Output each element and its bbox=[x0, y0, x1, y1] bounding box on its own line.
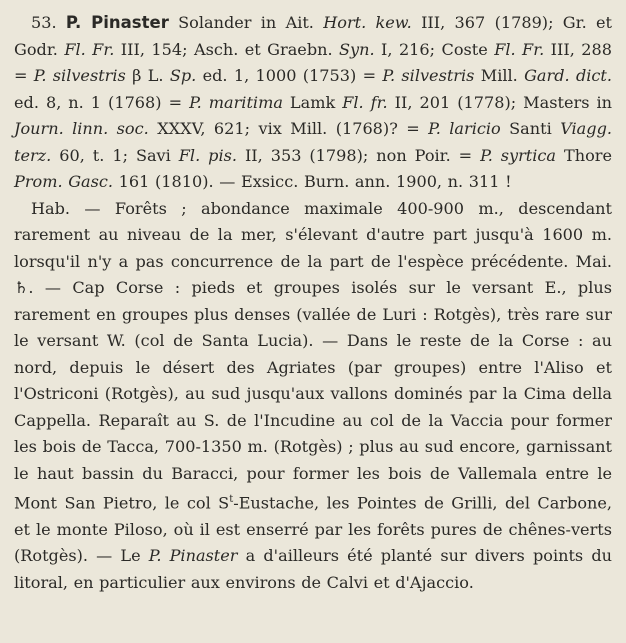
citation-text: III, 154; Asch. et Graebn. bbox=[114, 39, 340, 59]
citation-text: 60, t. 1; Savi bbox=[51, 145, 179, 165]
synonym: P. syrtica bbox=[480, 145, 557, 165]
citation-work: Prom. Gasc. bbox=[14, 172, 114, 191]
citation-text: II, 201 (1778); Masters in bbox=[387, 92, 612, 112]
citation-text: Mill. bbox=[474, 66, 525, 85]
citation-work: Syn. bbox=[339, 39, 375, 59]
citation-text: β L. bbox=[125, 66, 170, 85]
citation-text: III, 367 (1789); Gr. et Godr. bbox=[14, 13, 612, 59]
citation-work: Journ. linn. soc. bbox=[14, 119, 149, 138]
habitat-text: -Eustache, les Pointes de Grilli, del Carbone, et le monte Piloso, où il est enserré par les forêts pures de chênes-verts (Rotgès). — Le bbox=[14, 493, 613, 566]
synonym: P. silvestris bbox=[382, 66, 475, 85]
species-entry bbox=[14, 10, 612, 196]
citation-text: III, 288 = bbox=[14, 39, 612, 85]
superscript: t bbox=[229, 494, 234, 505]
species-name: P. Pinaster bbox=[65, 13, 169, 32]
habitat-text: Hab. — Forêts ; abondance maximale 400-900 m., descendant rarement au niveau de la mer, s'élevant d'autre part jusqu'à 1600 m. lorsqu'il n'y a pas concurrence de la part de l'espèce précédente. Mai. ♄. — Cap Corse : pieds et groupes isolés sur le versant E., plus rarement en groupes plus denses (vallée de Luri : Rotgès), très rare sur le versant W. (col de Santa Lucia). — Dans le reste de la Corse : au nord, depuis le désert des Agriates (par groupes) entre l'Aliso et l'Ostriconi (Rotgès), au sud jusqu'aux vallons dominés par la Cima della Cappella. Reparaît au S. de l'Incudine au col de la Vaccia pour former les bois de Tacca, 700-1350 m. (Rotgès) ; plus au sud encore, garnissant le haut bassin du Baracci, pour former les bois de Vallemala entre le Mont San Pietro, le col S bbox=[14, 198, 612, 513]
citation-text: ed. 1, 1000 (1753) = bbox=[196, 66, 383, 85]
citation-text: Solander in Ait. bbox=[168, 13, 324, 32]
citation-text: II, 353 (1798); non Poir. = bbox=[236, 145, 481, 165]
citation-work: Gard. dict. bbox=[524, 66, 612, 85]
citation-work: Fl. fr. bbox=[342, 92, 388, 112]
synonym: P. silvestris bbox=[33, 66, 126, 85]
citation-work: Hort. kew. bbox=[323, 13, 412, 32]
citation-work: Fl. Fr. bbox=[494, 39, 545, 59]
habitat-text: a d'ailleurs été planté sur divers points du litoral, en particulier aux environs de Calvi et d'Ajaccio. bbox=[14, 546, 613, 592]
synonym: P. laricio bbox=[428, 119, 501, 138]
citation-text: ed. 8, n. 1 (1768) = bbox=[14, 92, 190, 112]
habitat-paragraph bbox=[14, 196, 612, 597]
citation-text: Thore bbox=[556, 145, 612, 165]
citation-work: Fl. pis. bbox=[178, 145, 237, 165]
citation-text: Lamk bbox=[282, 92, 343, 112]
citation-work: Fl. Fr. bbox=[64, 39, 115, 59]
species-reference: P. Pinaster bbox=[148, 546, 238, 566]
synonym: P. maritima bbox=[189, 92, 283, 112]
citation-text: 161 (1810). — Exsicc. Burn. ann. 1900, n. 311 ! bbox=[113, 172, 512, 191]
citation-work: Sp. bbox=[169, 66, 197, 85]
citation-text: I, 216; Coste bbox=[374, 39, 495, 59]
citation-work: Viagg. terz. bbox=[14, 119, 612, 165]
entry-number: 53. bbox=[31, 13, 57, 32]
citation-text: XXXV, 621; vix Mill. (1768)? = bbox=[148, 119, 429, 138]
citation-text: Santi bbox=[500, 119, 561, 138]
